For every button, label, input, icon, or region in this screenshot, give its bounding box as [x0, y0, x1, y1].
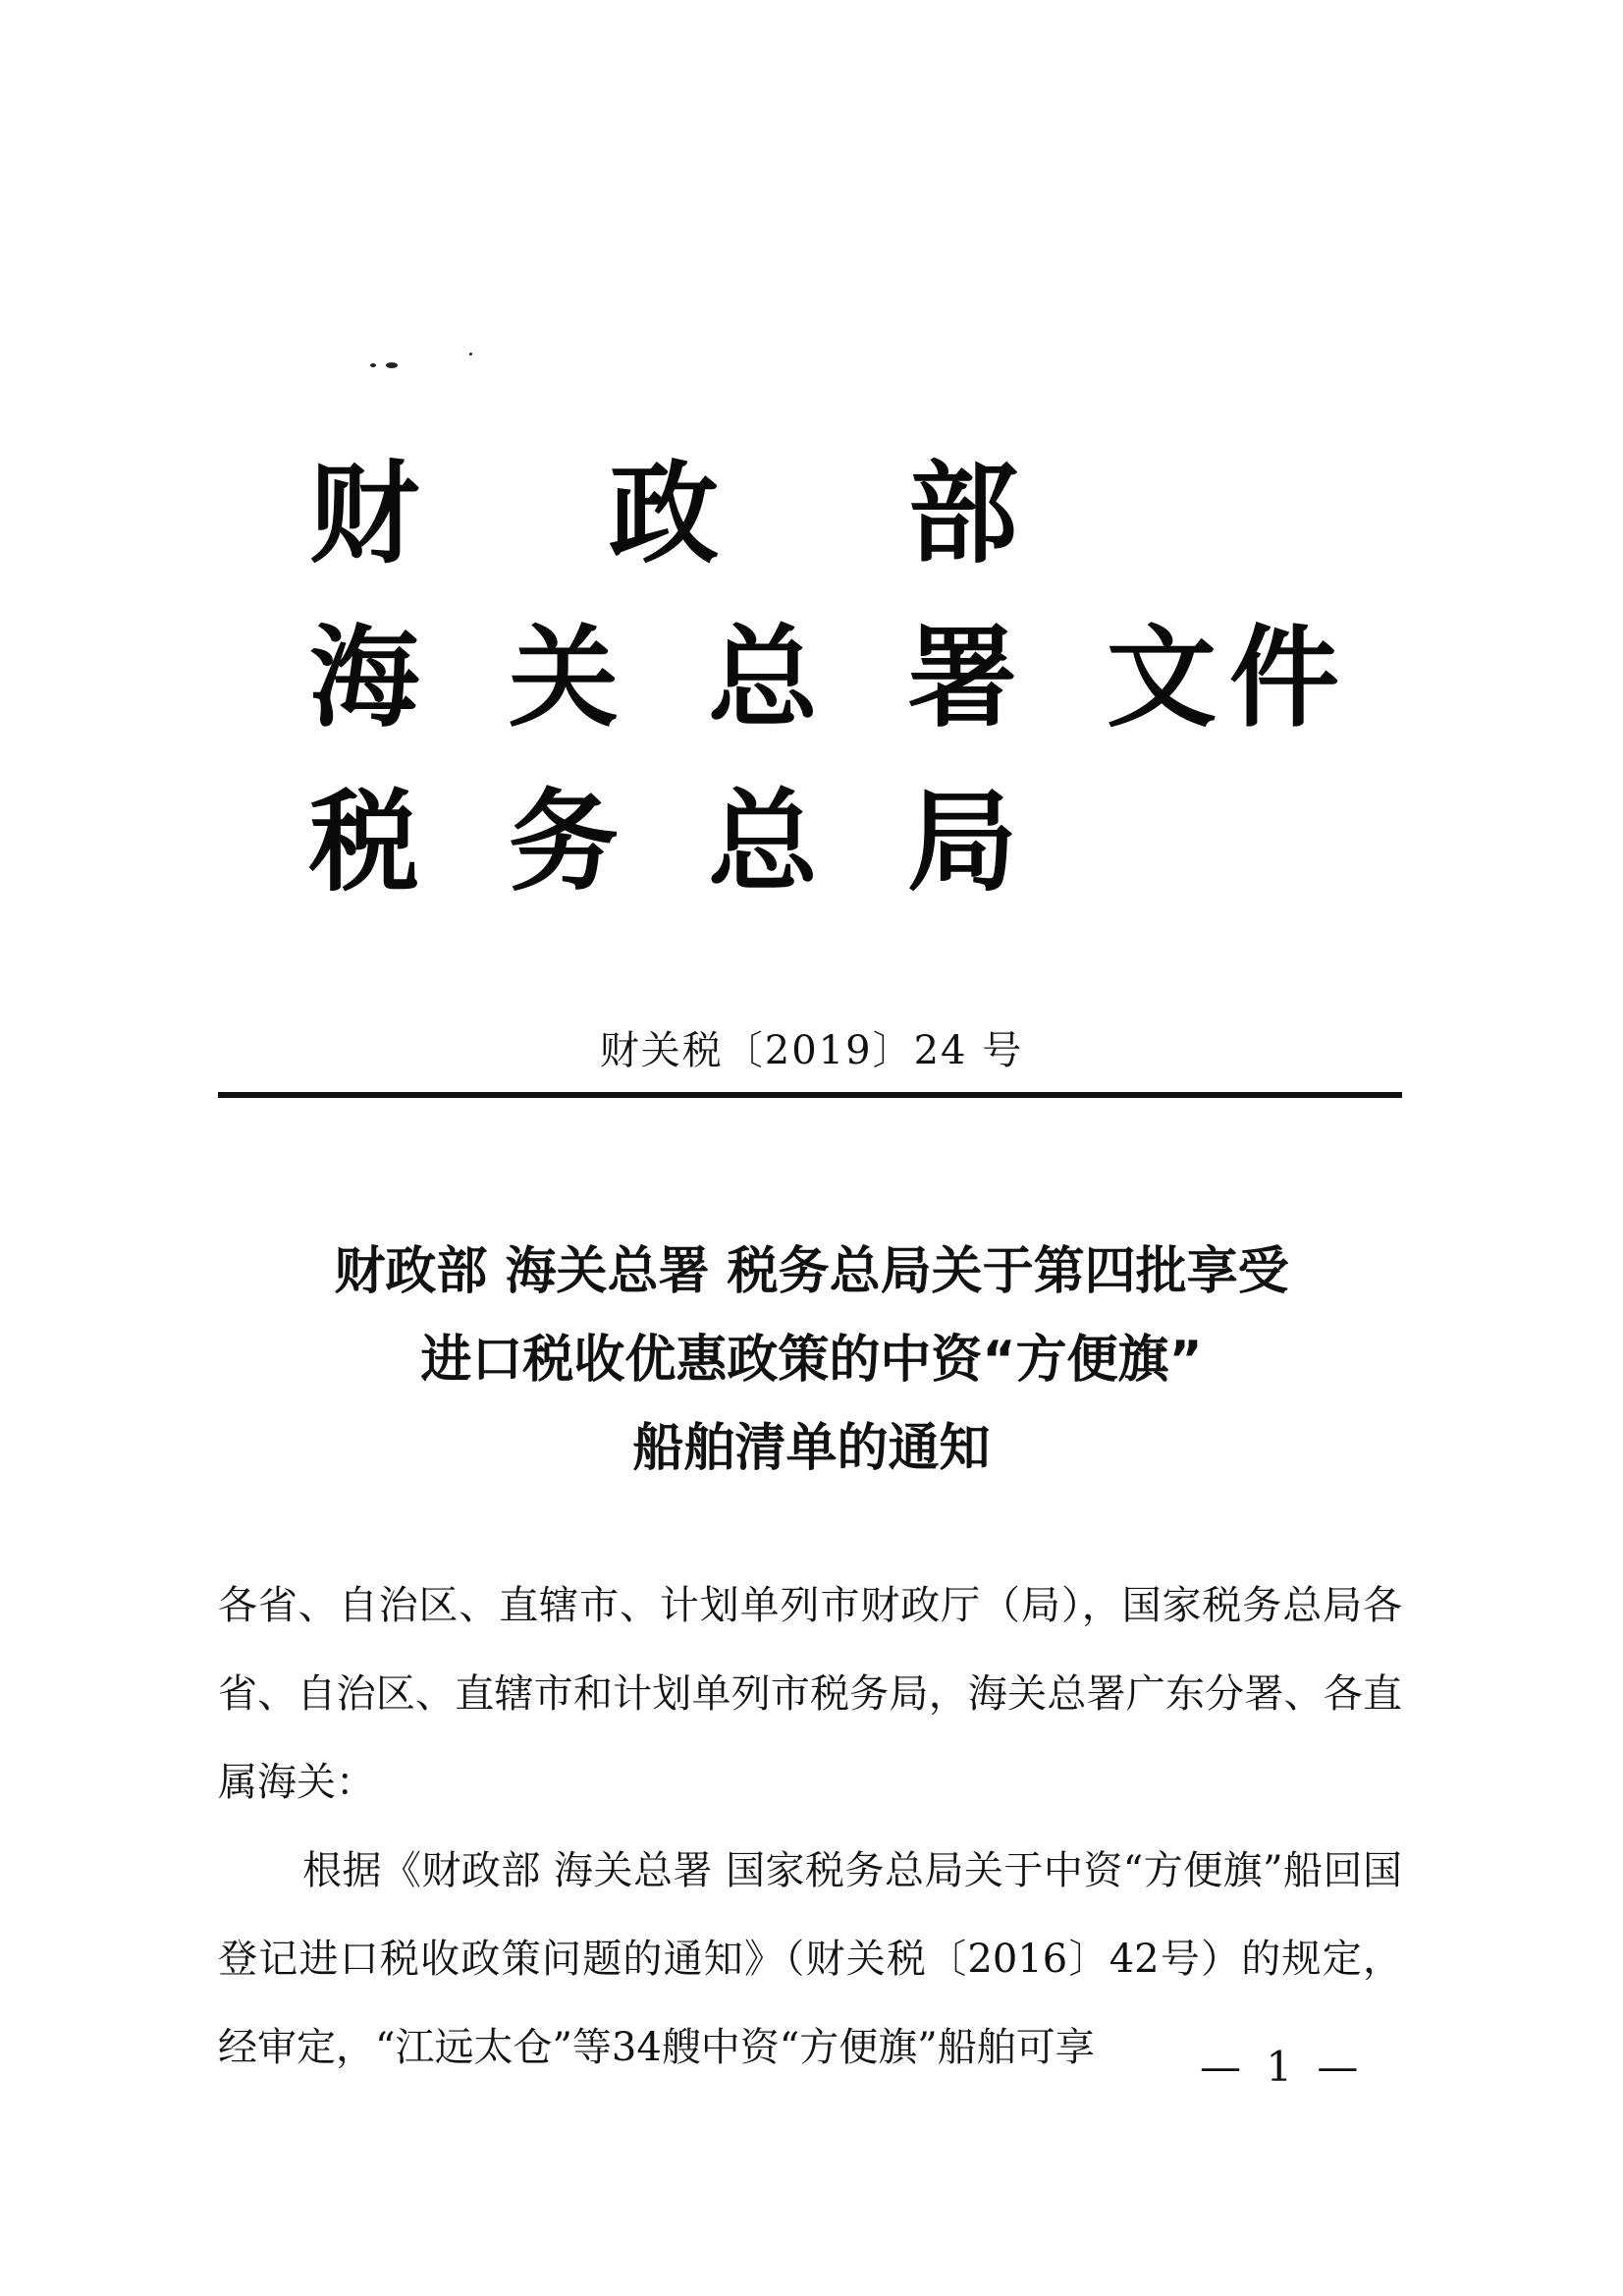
issuer-line-1 — [309, 432, 1409, 596]
document-number: 财关税〔2019〕24 号 — [599, 1028, 1024, 1073]
issuer-char: 财 — [309, 450, 419, 578]
issuer-char: 税 — [309, 778, 419, 906]
issuer-line-2 — [309, 596, 1409, 760]
issuer-char: 政 — [609, 450, 719, 578]
issuer-char: 总 — [708, 614, 818, 742]
page-number: — 1 — — [1200, 2043, 1365, 2091]
header-divider — [218, 1092, 1402, 1098]
body-paragraph: 根据《财政部 海关总署 国家税务总局关于中资“方便旗”船回国登记进口税收政策问题的通知》（财关税〔2016〕42号）的规定，经审定，“江远太仓”等34艘中资“方便旗”船舶可享 — [218, 1848, 1402, 2070]
document-body — [218, 1561, 1402, 2092]
issuer-char: 署 — [907, 614, 1017, 742]
issuer-char: 件 — [1229, 614, 1339, 742]
issuer-char: 局 — [907, 778, 1017, 906]
issuer-char: 务 — [509, 778, 619, 906]
document-title — [0, 1228, 1623, 1493]
issuer-char: 总 — [708, 778, 818, 906]
issuer-char: 文 — [1107, 614, 1217, 742]
scan-speck — [370, 363, 376, 367]
issuer-char: 部 — [908, 450, 1018, 578]
title-line: 进口税收优惠政策的中资“方便旗” — [420, 1331, 1203, 1390]
addressee-paragraph: 各省、自治区、直辖市、计划单列市财政厅（局），国家税务总局各省、自治区、直辖市和计划单列市税务局，海关总署广东分署、各直属海关： — [218, 1583, 1402, 1805]
scan-speck — [386, 362, 398, 368]
title-line: 财政部 海关总署 税务总局关于第四批享受 — [334, 1242, 1289, 1301]
issuer-header — [309, 432, 1409, 924]
title-line: 船舶清单的通知 — [632, 1419, 991, 1478]
issuer-char: 海 — [309, 614, 419, 742]
scan-speck — [469, 353, 472, 355]
issuer-line-3 — [309, 760, 1409, 924]
issuer-char: 关 — [509, 614, 619, 742]
